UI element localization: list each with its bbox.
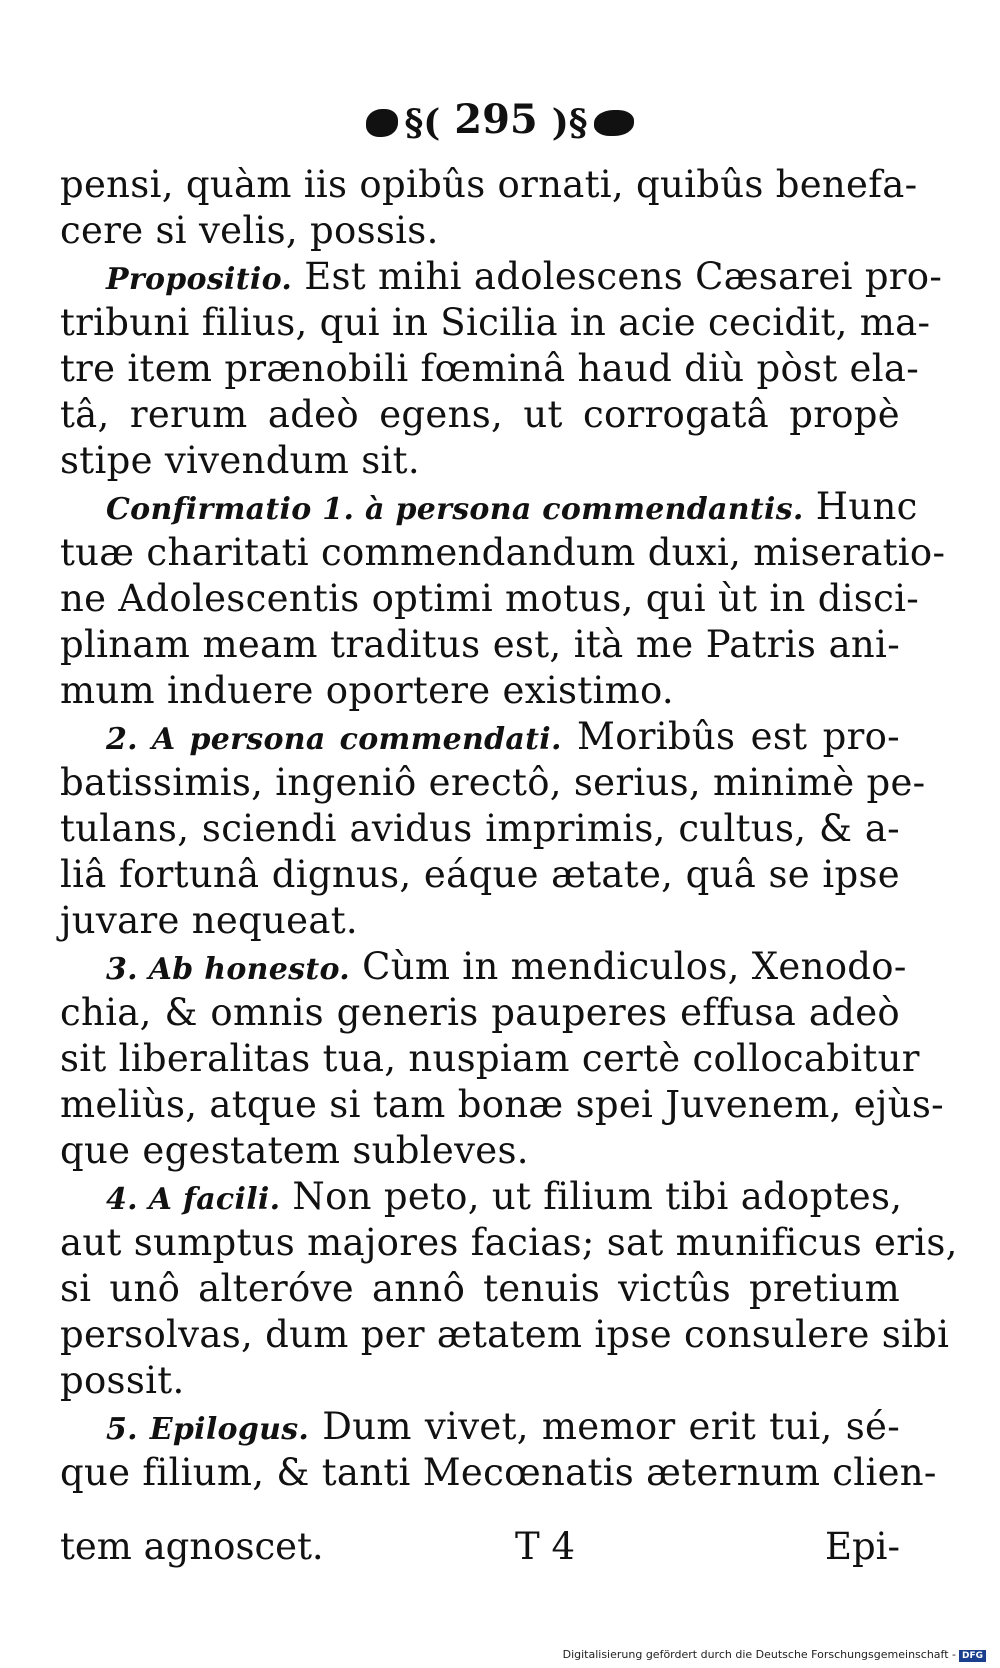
section-label: Propositio. [106, 262, 293, 297]
section-label: Confirmatio 1. à persona commendantis. [106, 492, 804, 527]
section-label: 4. A facili. [106, 1182, 281, 1217]
section-label: 2. A persona commendati. [106, 722, 562, 757]
text-line: ne Adolescentis optimi motus, qui ùt in disci- [60, 577, 920, 620]
text-line: tre item prænobili fœminâ haud diù pòst ela- [60, 347, 920, 390]
dfg-logo: DFG [959, 1650, 986, 1662]
text-line: aut sumptus majores facias; sat munificus eris, [60, 1221, 958, 1264]
digitization-credit [563, 1648, 986, 1662]
text-line: tulans, sciendi avidus imprimis, cultus, & a- [60, 807, 900, 850]
credit-text: Digitalisierung gefördert durch die Deutsche Forschungsgemeinschaft - [562, 1648, 956, 1661]
text-line: tuæ charitati commendandum duxi, miseratio- [60, 531, 946, 574]
text-line: stipe vivendum sit. [60, 439, 420, 482]
text-line: chia, & omnis generis pauperes effusa adeò [60, 991, 900, 1034]
text-line: juvare nequeat. [60, 899, 358, 942]
text-line: meliùs, atque si tam bonæ spei Juvenem, ejùs- [60, 1083, 944, 1126]
text-line: tem agnoscet. [60, 1525, 324, 1568]
text-line: Propositio. Est mihi adolescens Cæsarei pro- [106, 255, 943, 298]
text-line: 4. A facili. Non peto, ut filium tibi adoptes, [106, 1175, 903, 1218]
signature-mark: T 4 [515, 1525, 575, 1568]
text-line: que filium, & tanti Mecœnatis æternum clien- [60, 1451, 937, 1494]
section-label: 5. Epilogus. [106, 1412, 310, 1447]
text-line: possit. [60, 1359, 185, 1402]
page-footer [60, 1524, 900, 1570]
page-number: 295 [454, 96, 538, 143]
text-line: plinam meam traditus est, ità me Patris ani- [60, 623, 900, 666]
text-line: 2. A persona commendati. Moribûs est pro- [106, 715, 900, 758]
text-line: tâ, rerum adeò egens, ut corrogatâ propè [60, 393, 900, 436]
text-line: cere si velis, possis. [60, 209, 439, 252]
text-line: 3. Ab honesto. Cùm in mendiculos, Xenodo- [106, 945, 907, 988]
section-label: 3. Ab honesto. [106, 952, 351, 987]
text-line: que egestatem subleves. [60, 1129, 529, 1172]
text-line: mum induere oportere existimo. [60, 669, 674, 712]
text-line: si unô alteróve annô tenuis victûs pretium [60, 1267, 900, 1310]
ornament-left-icon [366, 109, 398, 137]
ornament-paren-left: §( [404, 102, 441, 144]
text-line: liâ fortunâ dignus, eáque ætate, quâ se ipse [60, 853, 900, 896]
text-line: persolvas, dum per ætatem ipse consulere sibi [60, 1313, 950, 1356]
text-line: pensi, quàm iis opibûs ornati, quibûs benefa- [60, 163, 918, 206]
text-line: Confirmatio 1. à persona commendantis. Hunc [106, 485, 918, 528]
text-line: batissimis, ingeniô erectô, serius, minimè pe- [60, 761, 926, 804]
text-line: tribuni filius, qui in Sicilia in acie cecidit, ma- [60, 301, 931, 344]
text-line: sit liberalitas tua, nuspiam certè collocabitur [60, 1037, 920, 1080]
body-text [60, 162, 958, 1496]
text-line: 5. Epilogus. Dum vivet, memor erit tui, sé- [106, 1405, 901, 1448]
catchword: Epi- [824, 1525, 900, 1568]
page-header [0, 96, 1000, 144]
ornament-paren-right: )§ [551, 102, 588, 144]
ornament-right-icon [594, 110, 634, 136]
